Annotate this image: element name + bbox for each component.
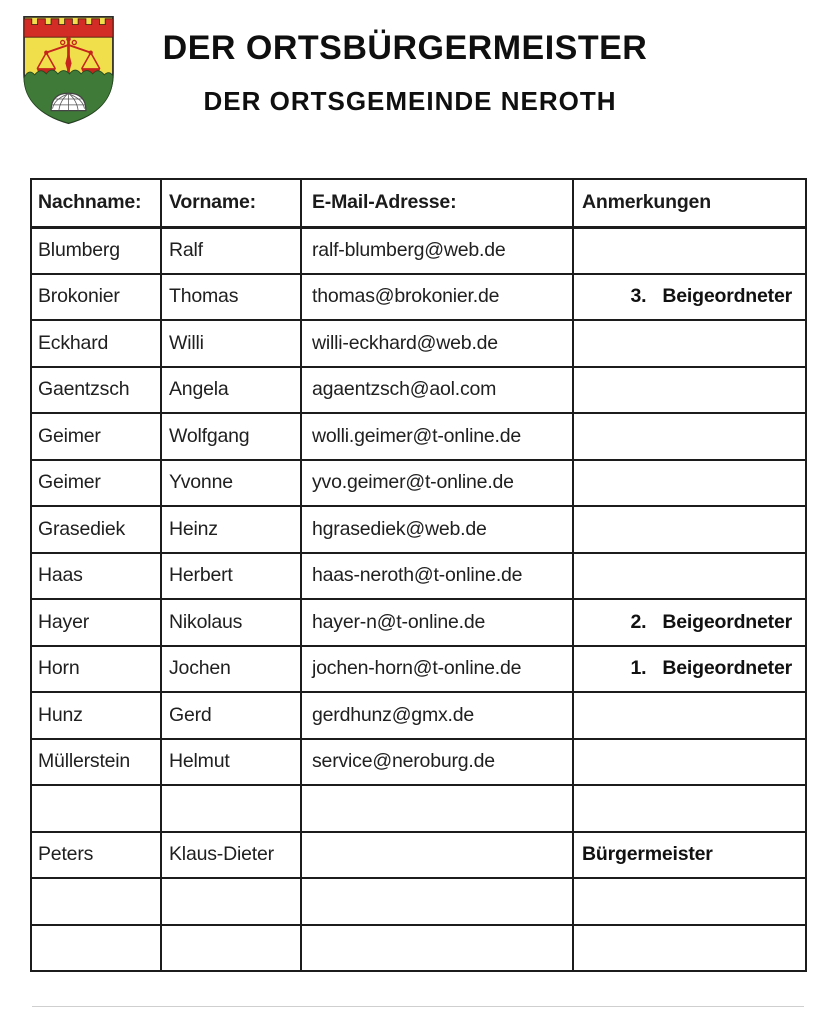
anmerkung-cell [573,925,806,972]
nachname-cell: Grasediek [31,506,161,553]
anmerkung-cell [573,646,806,693]
nachname-cell [31,925,161,972]
table-row [31,460,806,507]
anmerkung-content [574,843,805,866]
table-row [31,692,806,739]
anmerkung-label: Beigeordneter [662,285,792,308]
page-subtitle: DER ORTSGEMEINDE NEROTH [203,86,617,116]
vorname-cell: Klaus-Dieter [161,832,301,879]
anmerkung-number: 1. [630,657,647,680]
roster-table [30,178,807,972]
anmerkung-cell [573,274,806,321]
page-break-line [32,1006,804,1007]
anmerkung-cell [573,599,806,646]
email-cell: ralf-blumberg@web.de [301,227,573,274]
anmerkung-number: 2. [630,610,647,633]
anmerkung-content [574,657,805,680]
anmerkung-cell [573,506,806,553]
anmerkung-cell [573,460,806,507]
column-header-email: E-Mail-Adresse: [301,179,573,227]
anmerkung-number: 3. [630,285,647,308]
email-cell: service@neroburg.de [301,739,573,786]
nachname-cell: Haas [31,553,161,600]
nachname-cell: Peters [31,832,161,879]
nachname-cell: Blumberg [31,227,161,274]
nachname-cell: Hayer [31,599,161,646]
table-row [31,227,806,274]
email-cell: yvo.geimer@t-online.de [301,460,573,507]
table-header-row [31,179,806,227]
roster-table-body [31,227,806,971]
anmerkung-cell [573,553,806,600]
vorname-cell: Helmut [161,739,301,786]
table-row [31,320,806,367]
vorname-cell: Willi [161,320,301,367]
vorname-cell: Jochen [161,646,301,693]
vorname-cell: Heinz [161,506,301,553]
email-cell: jochen-horn@t-online.de [301,646,573,693]
table-row [31,599,806,646]
vorname-cell [161,925,301,972]
anmerkung-cell [573,739,806,786]
vorname-cell: Ralf [161,227,301,274]
column-header-anmerkungen: Anmerkungen [573,179,806,227]
email-cell [301,878,573,925]
email-cell: willi-eckhard@web.de [301,320,573,367]
email-cell: wolli.geimer@t-online.de [301,413,573,460]
table-row [31,785,806,832]
nachname-cell: Geimer [31,413,161,460]
table-row [31,506,806,553]
column-header-vorname: Vorname: [161,179,301,227]
anmerkung-label: Bürgermeister [582,843,713,866]
anmerkung-content [574,285,805,308]
vorname-cell [161,785,301,832]
table-row [31,646,806,693]
nachname-cell [31,878,161,925]
nachname-cell: Müllerstein [31,739,161,786]
anmerkung-content [574,611,805,634]
anmerkung-label: Beigeordneter [662,657,792,680]
nachname-cell: Gaentzsch [31,367,161,414]
anmerkung-cell [573,832,806,879]
anmerkung-cell [573,367,806,414]
column-header-nachname: Nachname: [31,179,161,227]
table-row [31,832,806,879]
email-cell: thomas@brokonier.de [301,274,573,321]
table-row [31,553,806,600]
anmerkung-cell [573,413,806,460]
email-cell: hgrasediek@web.de [301,506,573,553]
email-cell [301,785,573,832]
vorname-cell: Angela [161,367,301,414]
vorname-cell: Herbert [161,553,301,600]
nachname-cell [31,785,161,832]
page-title: DER ORTSBÜRGERMEISTER [162,29,648,67]
email-cell: gerdhunz@gmx.de [301,692,573,739]
anmerkung-cell [573,692,806,739]
table-row [31,739,806,786]
vorname-cell: Gerd [161,692,301,739]
email-cell: hayer-n@t-online.de [301,599,573,646]
anmerkung-cell [573,785,806,832]
table-row [31,413,806,460]
vorname-cell: Nikolaus [161,599,301,646]
email-cell: agaentzsch@aol.com [301,367,573,414]
anmerkung-label: Beigeordneter [662,610,792,633]
table-row [31,925,806,972]
email-cell [301,832,573,879]
vorname-cell: Wolfgang [161,413,301,460]
table-row [31,367,806,414]
email-cell: haas-neroth@t-online.de [301,553,573,600]
vorname-cell: Thomas [161,274,301,321]
nachname-cell: Horn [31,646,161,693]
anmerkung-cell [573,227,806,274]
vorname-cell [161,878,301,925]
table-row [31,274,806,321]
nachname-cell: Geimer [31,460,161,507]
anmerkung-cell [573,320,806,367]
nachname-cell: Brokonier [31,274,161,321]
table-row [31,878,806,925]
email-cell [301,925,573,972]
vorname-cell: Yvonne [161,460,301,507]
nachname-cell: Eckhard [31,320,161,367]
nachname-cell: Hunz [31,692,161,739]
anmerkung-cell [573,878,806,925]
